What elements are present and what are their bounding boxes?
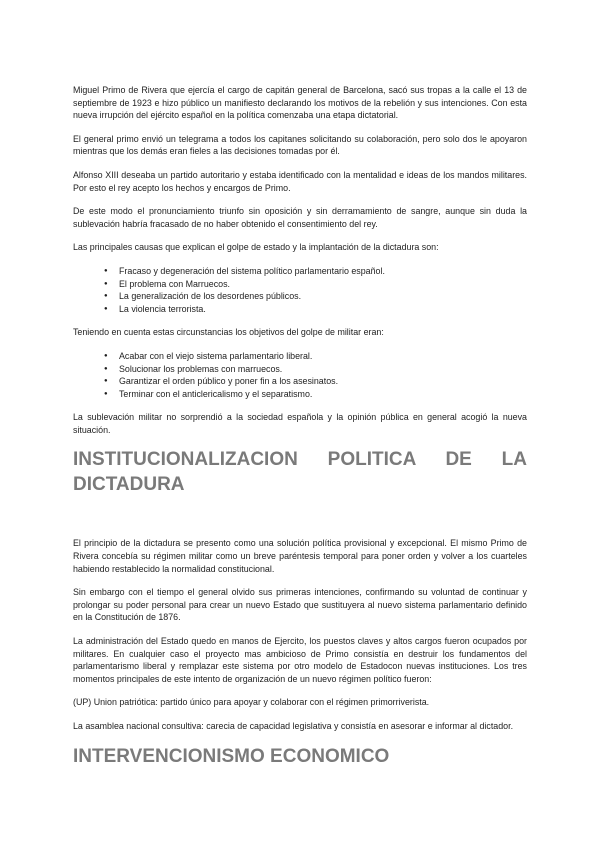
paragraph-primo-rivera-golpe: Miguel Primo de Rivera que ejercía el cargo de capitán general de Barcelona, sacó sus tropas a la calle el 13 de septiembre de 1923 e hizo público un manifiesto declarando los motivos de la rebelión y sus intenciones. Con esta nueva irrupción del ejército español en la política comenzaba una etapa dictatorial. xyxy=(73,85,527,121)
list-item: ● Garantizar el orden público y poner fin a los asesinatos. xyxy=(119,375,527,388)
causes-intro: Las principales causas que explican el golpe de estado y la implantación de la dictadura son: xyxy=(73,242,439,253)
heading-institucionalizacion xyxy=(73,447,527,497)
list-item: ● La violencia terrorista. xyxy=(119,303,527,316)
heading-line-1: INSTITUCIONALIZACION POLITICA DE LA xyxy=(73,449,527,471)
paragraph-sublevacion: La sublevación militar no sorprendió a la sociedad española y la opinión pública en general acogió la nueva situación. xyxy=(73,412,527,435)
paragraph-administracion: La administración del Estado quedo en manos de Ejercito, los puestos claves y altos cargos fueron ocupados por militares. En cualquier caso el proyecto mas ambicioso de Primo consistía en destruir los fundamentos del parlamentarismo liberal y remplazar este sistema por otro modelo de Estadocon nuevas instituciones. Los tres momentos principales de este intento de organización de un nuevo régimen político fueron: xyxy=(73,636,527,684)
paragraph-union-patriotica: (UP) Union patriótica: partido único para apoyar y colaborar con el régimen primorriverista. xyxy=(73,697,430,708)
heading-line-2: DICTADURA xyxy=(73,474,185,496)
paragraph-pronunciamiento: De este modo el pronunciamiento triunfo sin oposición y sin derramamiento de sangre, aunque sin duda la sublevación habría fracasado de no haber obtenido el consentimiento del rey. xyxy=(73,206,527,229)
list-item: ● Acabar con el viejo sistema parlamentario liberal. xyxy=(119,350,527,363)
list-item: ● Fracaso y degeneración del sistema político parlamentario español. xyxy=(119,265,527,278)
paragraph-principio-dictadura: El principio de la dictadura se presento como una solución política provisional y excepcional. El mismo Primo de Rivera concebía su régimen militar como un breve paréntesis temporal para poner orden y volver a los cuarteles habiendo restablecido la normalidad constitucional. xyxy=(73,538,527,574)
list-item: ● Terminar con el anticlericalismo y el separatismo. xyxy=(119,388,527,401)
list-item: ● La generalización de los desordenes públicos. xyxy=(119,290,527,303)
objectives-intro: Teniendo en cuenta estas circunstancias los objetivos del golpe de militar eran: xyxy=(73,327,384,338)
heading-intervencionismo: INTERVENCIONISMO ECONOMICO xyxy=(73,745,390,767)
list-item: ● Solucionar los problemas con marruecos. xyxy=(119,363,527,376)
causes-list xyxy=(73,265,527,315)
paragraph-alfonso-xiii: Alfonso XIII deseaba un partido autoritario y estaba identificado con la mentalidad e ideas de los mandos militares. Por esto el rey acepto los hechos y encargos de Primo. xyxy=(73,169,527,193)
paragraph-telegrama: El general primo envió un telegrama a todos los capitanes solicitando su colaboración, pero solo dos le apoyaron mientras que los demás eran fieles a las decisiones tomadas por él. xyxy=(73,133,527,157)
paragraph-asamblea-nacional: La asamblea nacional consultiva: carecia de capacidad legislativa y consistía en asesorar e informar al dictador. xyxy=(73,721,514,731)
objectives-list xyxy=(73,350,527,400)
list-item: ● El problema con Marruecos. xyxy=(119,278,527,291)
paragraph-sin-embargo: Sin embargo con el tiempo el general olvido sus primeras intenciones, confirmando su voluntad de continuar y prolongar su poder personal para crear un nuevo Estado que sustituyera al nuevo sistema parlamentario definido en la Constitución de 1876. xyxy=(73,587,527,623)
